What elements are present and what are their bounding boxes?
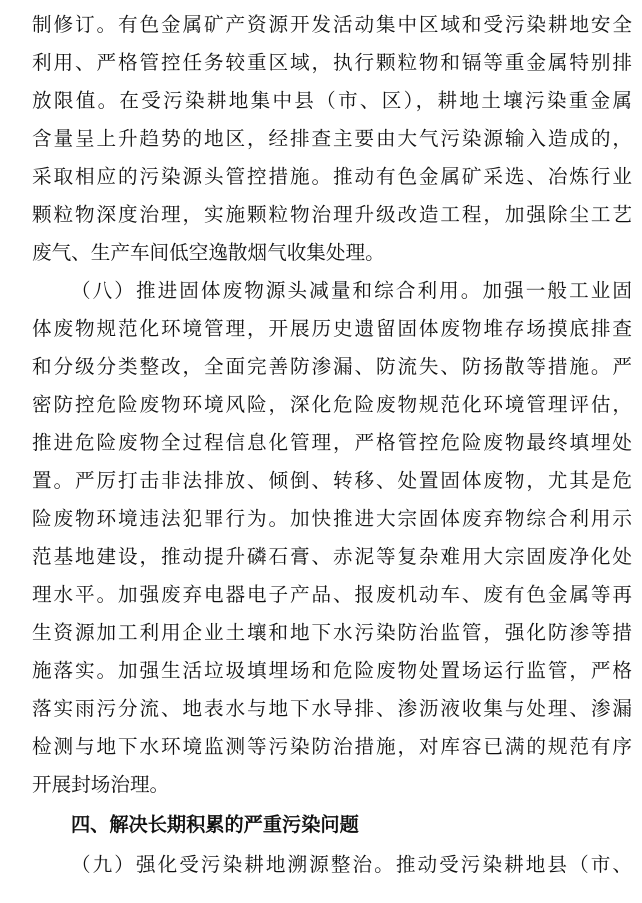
text-line: 范基地建设，推动提升磷石膏、赤泥等复杂难用大宗固废净化处 — [32, 545, 632, 568]
text-line: 检测与地下水环境监测等污染防治措施，对库容已满的规范有序 — [32, 735, 632, 758]
text-line: 置。严厉打击非法排放、倾倒、转移、处置固体废物，尤其是危 — [32, 469, 632, 492]
paragraph-end-line: 开展封场治理。 — [32, 773, 170, 796]
text-line: 生资源加工利用企业土壤和地下水污染防治监管，强化防渗等措 — [32, 621, 632, 644]
text-line: 含量呈上升趋势的地区，经排查主要由大气污染源输入造成的， — [32, 127, 632, 150]
text-line: 施落实。加强生活垃圾填埋场和危险废物处置场运行监管，严格 — [32, 659, 632, 682]
section-heading: 四、解决长期积累的严重污染问题 — [71, 813, 359, 836]
text-line: 落实雨污分流、地表水与地下水导排、渗沥液收集与处理、渗漏 — [32, 697, 632, 720]
paragraph-first-line: （九）强化受污染耕地溯源整治。推动受污染耕地县（市、 — [71, 853, 632, 876]
text-line: 推进危险废物全过程信息化管理，严格管控危险废物最终填埋处 — [32, 431, 632, 454]
text-line: 和分级分类整改，全面完善防渗漏、防流失、防扬散等措施。严 — [32, 355, 632, 378]
text-line: 密防控危险废物环境风险，深化危险废物规范化环境管理评估， — [32, 393, 632, 416]
text-line: 制修订。有色金属矿产资源开发活动集中区域和受污染耕地安全 — [32, 13, 632, 36]
text-line: 体废物规范化环境管理，开展历史遗留固体废物堆存场摸底排查 — [32, 317, 632, 340]
text-line: 放限值。在受污染耕地集中县（市、区），耕地土壤污染重金属 — [32, 89, 632, 112]
paragraph-first-line: （八）推进固体废物源头减量和综合利用。加强一般工业固 — [71, 279, 632, 302]
text-line: 理水平。加强废弃电器电子产品、报废机动车、废有色金属等再 — [32, 583, 632, 606]
text-line: 利用、严格管控任务较重区域，执行颗粒物和镉等重金属特别排 — [32, 51, 632, 74]
paragraph-end-line: 废气、生产车间低空逸散烟气收集处理。 — [32, 241, 385, 264]
text-line: 险废物环境违法犯罪行为。加快推进大宗固体废弃物综合利用示 — [32, 507, 632, 530]
text-line: 颗粒物深度治理，实施颗粒物治理升级改造工程，加强除尘工艺 — [32, 203, 632, 226]
text-line: 采取相应的污染源头管控措施。推动有色金属矿采选、冶炼行业 — [32, 165, 632, 188]
